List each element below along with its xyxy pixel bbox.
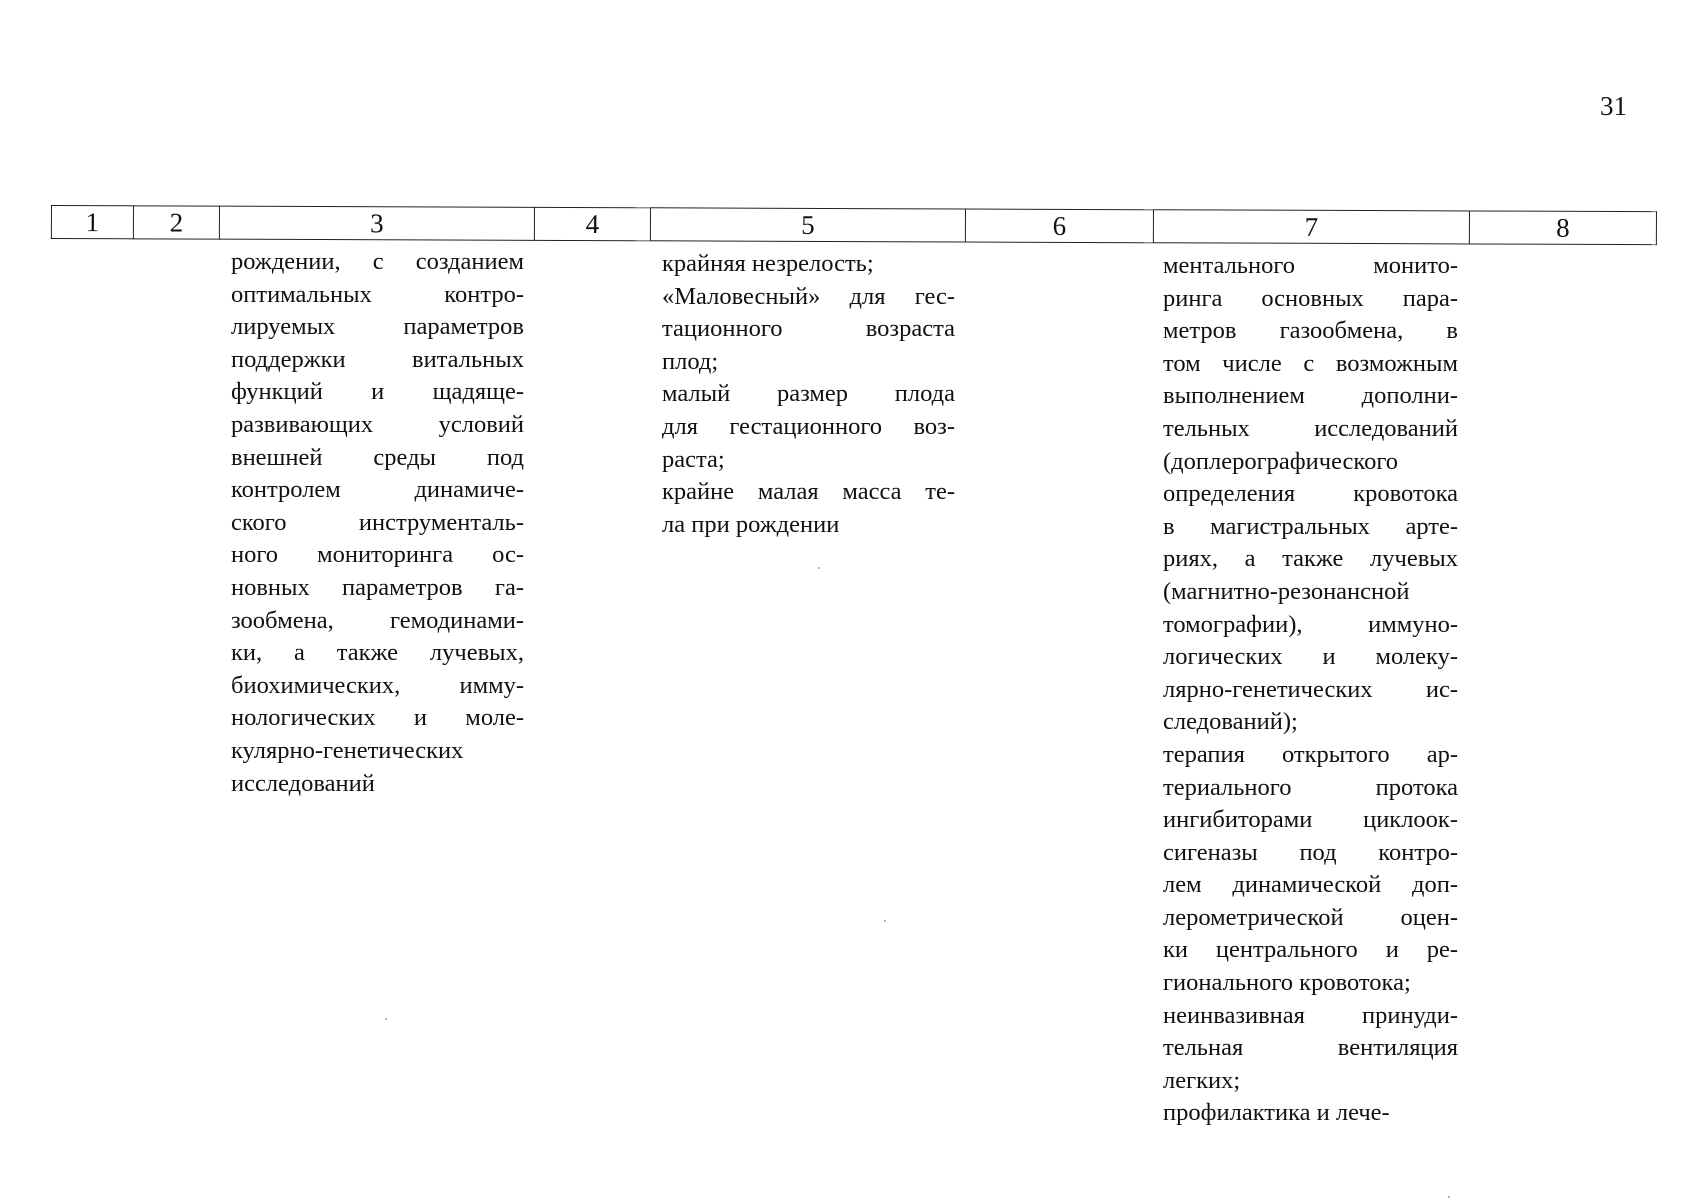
text-line: крайне малая масса те- bbox=[662, 478, 955, 506]
text-line: в магистральных арте- bbox=[1163, 512, 1458, 540]
text-line: ского инструменталь- bbox=[231, 508, 524, 536]
text-line: лируемых параметров bbox=[231, 313, 524, 341]
page-number: 31 bbox=[1600, 91, 1627, 121]
text-line: исследований bbox=[231, 769, 375, 797]
text-line: выполнением дополни- bbox=[1163, 382, 1458, 410]
text-line: «Маловесный» для гес- bbox=[662, 282, 955, 310]
scan-speck bbox=[1448, 1196, 1450, 1198]
text-line: поддержки витальных bbox=[231, 345, 524, 373]
text-line: ринга основных пара- bbox=[1163, 284, 1458, 312]
text-line: (доплерографического bbox=[1163, 447, 1399, 475]
scan-speck bbox=[884, 920, 886, 922]
table-header-row bbox=[51, 205, 1657, 245]
text-line: нологических и моле- bbox=[231, 704, 524, 732]
header-cell-7: 7 bbox=[1153, 210, 1469, 244]
text-line: лем динамической доп- bbox=[1163, 871, 1458, 899]
text-line: функций и щадяще- bbox=[231, 378, 524, 406]
text-line: тельная вентиляция bbox=[1163, 1034, 1458, 1062]
scan-speck bbox=[385, 1018, 387, 1020]
text-line: ингибиторами циклоок- bbox=[1163, 806, 1458, 834]
text-line: легких; bbox=[1163, 1066, 1241, 1094]
text-line: риях, а также лучевых bbox=[1163, 545, 1458, 573]
text-line: ки, а также лучевых, bbox=[231, 639, 524, 667]
text-line: (магнитно-резонансной bbox=[1163, 577, 1410, 605]
header-cell-5: 5 bbox=[650, 208, 965, 242]
header-cell-2: 2 bbox=[133, 206, 219, 239]
header-cell-6: 6 bbox=[965, 209, 1153, 243]
text-line: кулярно-генетических bbox=[231, 736, 464, 764]
text-line: лерометрической оцен- bbox=[1163, 903, 1458, 931]
header-cell-3: 3 bbox=[219, 206, 534, 240]
column-3-text bbox=[231, 246, 524, 800]
text-line: ла при рождении bbox=[662, 510, 840, 538]
text-line: гионального кровотока; bbox=[1163, 969, 1411, 997]
text-line: биохимических, имму- bbox=[231, 671, 524, 699]
text-line: метров газообмена, в bbox=[1163, 317, 1458, 345]
text-line: зообмена, гемодинами- bbox=[231, 606, 524, 634]
text-line: томографии), иммуно- bbox=[1163, 610, 1458, 638]
text-line: ного мониторинга ос- bbox=[231, 541, 524, 569]
text-line: крайняя незрелость; bbox=[662, 250, 874, 277]
text-line: ментального монито- bbox=[1163, 252, 1458, 279]
text-line: новных параметров га- bbox=[231, 573, 524, 601]
text-line: оптимальных контро- bbox=[231, 280, 524, 308]
column-7-text bbox=[1163, 250, 1458, 1130]
text-line: профилактика и лече- bbox=[1163, 1099, 1390, 1127]
text-line: рождении, с созданием bbox=[231, 248, 524, 275]
text-line: тельных исследований bbox=[1163, 414, 1458, 442]
header-cell-8: 8 bbox=[1469, 211, 1656, 245]
text-line: лярно-генетических ис- bbox=[1163, 675, 1458, 703]
text-line: терапия открытого ар- bbox=[1163, 740, 1458, 768]
scan-speck bbox=[818, 567, 820, 569]
text-line: развивающих условий bbox=[231, 410, 524, 438]
text-line: ки центрального и ре- bbox=[1163, 936, 1458, 964]
text-line: териального протока bbox=[1163, 773, 1458, 801]
text-line: раста; bbox=[662, 445, 725, 473]
text-line: для гестационного воз- bbox=[662, 412, 955, 440]
text-line: плод; bbox=[662, 347, 719, 375]
text-line: неинвазивная принуди- bbox=[1163, 1001, 1458, 1029]
column-5-text bbox=[662, 248, 955, 541]
text-line: следований); bbox=[1163, 708, 1298, 736]
header-cell-4: 4 bbox=[534, 207, 650, 240]
text-line: тационного возраста bbox=[662, 315, 955, 343]
text-line: контролем динамиче- bbox=[231, 476, 524, 504]
text-line: внешней среды под bbox=[231, 443, 524, 471]
text-line: том числе с возможным bbox=[1163, 349, 1458, 377]
text-line: логических и молеку- bbox=[1163, 643, 1458, 671]
text-line: определения кровотока bbox=[1163, 480, 1458, 508]
header-cell-1: 1 bbox=[51, 206, 133, 239]
text-line: сигеназы под контро- bbox=[1163, 838, 1458, 866]
text-line: малый размер плода bbox=[662, 380, 955, 408]
